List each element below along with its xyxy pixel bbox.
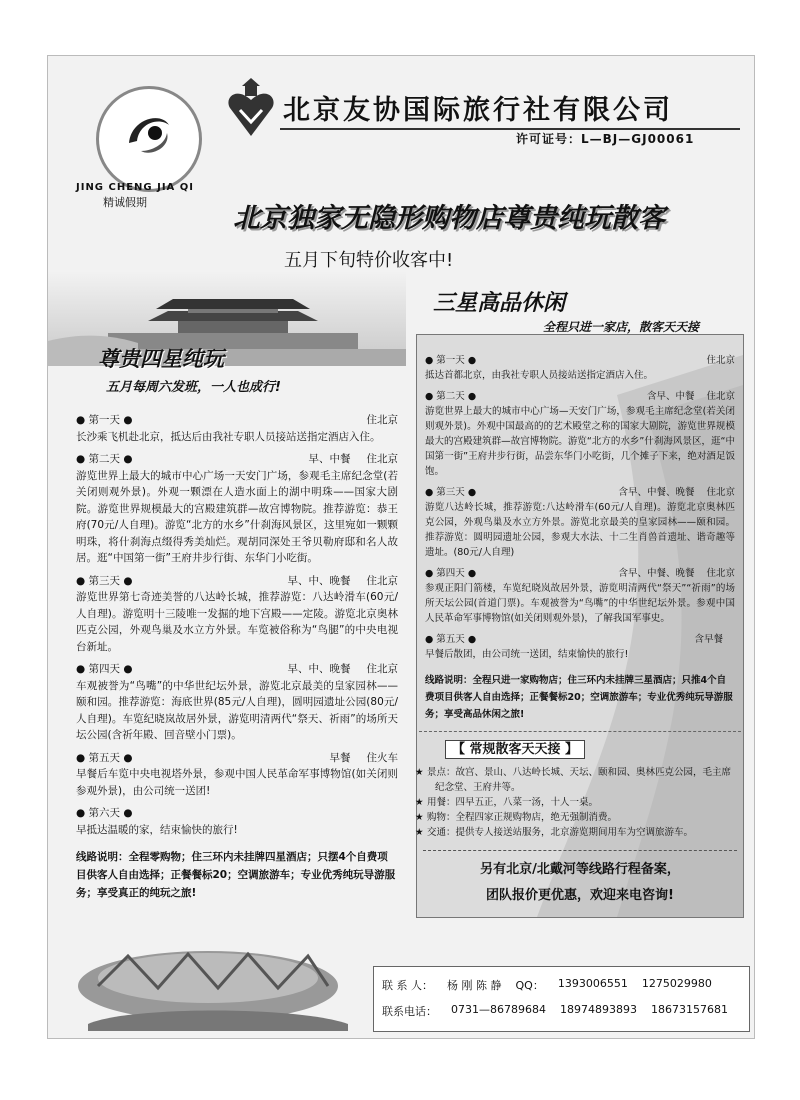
- regular-tour-title: 【 常规散客天天接 】: [445, 740, 585, 759]
- license-number: 许可证号：L—BJ—GJ00061: [516, 132, 695, 146]
- more-routes-line: 另有北京/北戴河等线路行程备案，: [480, 862, 680, 877]
- qq-label: QQ：: [515, 979, 544, 992]
- day-stay: 住北京: [706, 355, 735, 366]
- day-header: [76, 412, 398, 429]
- more-routes-line: 团队报价更优惠，欢迎来电咨询!: [486, 888, 674, 903]
- four-star-itinerary: [76, 406, 398, 902]
- regular-item-text: 交通：提供专人接送站服务，北京游览期间用车为空调旅游车。: [427, 827, 694, 838]
- regular-item-text: 用餐：四早五正，八菜一汤，十人一桌。: [427, 797, 599, 808]
- day-header: [76, 661, 398, 678]
- more-routes-notice: [423, 850, 737, 915]
- day-header: [425, 632, 735, 647]
- day-label: ● 第六天 ●: [76, 807, 133, 819]
- day-label: ● 第一天 ●: [425, 355, 477, 366]
- section-divider: [419, 731, 741, 732]
- day-stay: 住北京: [366, 663, 398, 675]
- day-description: 早餐后散团，由公司统一送团，结束愉快的旅行!: [425, 649, 629, 660]
- regular-item: ★ 景点：故宫、景山、八达岭长城、天坛、颐和园、奥林匹克公园，毛主席纪念堂、王府井等。: [415, 767, 732, 793]
- contact-person-label: 联 系 人：: [382, 979, 433, 992]
- day-stay: 住北京: [366, 574, 398, 587]
- day-description: 参观正阳门箭楼，车览纪晓岚故居外景，游览明清两代“祭天”“祈雨”的场所天坛公园(首道门票)。车观被誉为“鸟嘴”的中华世纪坛外景。参观中国人民革命军事博物馆(如关闭则观外景)，了解我国军事史。: [425, 583, 735, 624]
- phone-number[interactable]: 0731—86789684: [451, 1003, 546, 1016]
- regular-item-text: 景点：故宫、景山、八达岭长城、天坛、颐和园、奥林匹克公园，毛主席纪念堂、王府井等。: [427, 767, 732, 793]
- day-description: 早抵达温暖的家，结束愉快的旅行!: [76, 823, 238, 836]
- day-label: ● 第三天 ●: [76, 574, 133, 587]
- day-description: 车观被誉为“鸟嘴”的中华世纪坛外景，游览北京最美的皇家园林——颐和园。推荐游览：海底世界(85元/人自理)，圆明园遗址公园(80元/人自理)。车览纪晓岚故居外景，游览明清两代“祭天、祈雨”的场所天坛公园(含祈年殿、回音壁小门票)。: [76, 679, 398, 741]
- day-description: 游览世界上最大的城市中心广场—天安门广场，参观毛主席纪念堂(若关闭则观外景)。外观中国最高的的艺术殿堂之称的国家大剧院，游览世界规模最大的宫殿建筑群—故宫博物院。游览“北方的水乡”什刹海风景区，逛“中国第一街”王府井步行街，品尝东华门小吃街，几个摊子下来，绝对酒足饭饱。: [425, 406, 735, 477]
- regular-item: ★ 用餐：四早五正，八菜一汤，十人一桌。: [415, 797, 599, 808]
- day-header: [425, 485, 735, 500]
- day-meal: 早、中餐: [308, 453, 351, 465]
- three-star-subtitle: 全程只进一家店，散客天天接: [543, 320, 700, 334]
- day-description: 早餐后车览中央电视塔外景，参观中国人民革命军事博物馆(如关闭则参观外景)，由公司统一送团!: [76, 768, 398, 797]
- phone-number[interactable]: 18974893893: [559, 1003, 637, 1016]
- day-description: 游览世界上最大的城市中心广场一天安门广场，参观毛主席纪念堂(若关闭则观外景)。外观一颗漂在人造水面上的湖中明珠——国家大剧院。游览世界规模最大的宫殿建筑群—故宫博物院。推荐游览：恭王府(70元/人自理)。游览“北方的水乡”什刹海风景区，这里宛如一颗颗明珠，将什刹海点缀得秀美灿烂。观胡同深处王爷贝勒府邸和名人故居。逛“中国第一街”王府井步行街、东华门小吃街。: [76, 469, 398, 564]
- promo-subhead: 五月下旬特价收客中!: [284, 250, 454, 271]
- four-star-route-note: 线路说明：全程零购物；住三环内未挂牌四星酒店；只摆4个自费项目供客人自由选择；正餐餐标20；空调旅游车；专业优秀纯玩导游服务；享受真正的纯玩之旅!: [76, 851, 396, 899]
- day-meal: 早餐: [329, 751, 351, 764]
- handshake-emblem-icon: [226, 78, 276, 138]
- day-meal: 早、中、晚餐: [287, 574, 351, 587]
- day-stay: 住北京: [366, 453, 398, 465]
- day-header: [76, 805, 398, 822]
- company-name: 北京友协国际旅行社有限公司: [283, 95, 673, 126]
- three-star-route-note: 线路说明：全程只进一家购物店；住三环内未挂牌三星酒店；只推4个自费项目供客人自由选择；正餐餐标20；空调旅游车；专业优秀纯玩导游服务；享受高品休闲之旅!: [425, 675, 733, 720]
- day-meal: 含早、中餐、晚餐: [618, 487, 695, 498]
- day-label: ● 第五天 ●: [425, 634, 477, 645]
- day-header: [76, 451, 398, 468]
- phone-label: 联系电话：: [382, 1005, 437, 1018]
- day-stay: 住北京: [706, 487, 735, 498]
- day-description: 游览世界第七奇迹美誉的八达岭长城，推荐游览：八达岭滑车(60元/人自理)。游览明十三陵唯一发掘的地下宫殿——定陵。游览北京奥林匹克公园，外观鸟巢及水立方外景。车览被俗称为“鸟腿”的中央电视台新址。: [76, 591, 398, 653]
- day-description: 游览八达岭长城，推荐游览:八达岭滑车(60元/人自理)。游览北京奥林匹克公园，外观鸟巢及水立方外景。游览北京最美的皇家园林——颐和园。推荐游览：圆明园遗址公园，参观大水法、十二生肖兽首遗址、谐奇趣等遗址。(80元/人自理): [425, 502, 735, 558]
- three-star-title: 三星高品休闲: [433, 291, 566, 316]
- contact-row-persons: [382, 977, 712, 993]
- flyer: [47, 55, 755, 1039]
- four-star-subtitle: 五月每周六发班，一人也成行!: [106, 380, 281, 395]
- day-label: ● 第五天 ●: [76, 751, 133, 764]
- day-header: [76, 573, 398, 590]
- day-description: 抵达首都北京，由我社专职人员接站送指定酒店入住。: [425, 370, 654, 381]
- brand-logo: [96, 86, 202, 192]
- birds-nest-stadium-image: [68, 906, 358, 1031]
- phone-number[interactable]: 18673157681: [650, 1003, 728, 1016]
- day-stay: 住火车: [366, 751, 398, 764]
- day-label: ● 第二天 ●: [425, 391, 477, 402]
- contact-persons: 杨 刚 陈 静: [447, 979, 502, 992]
- contact-row-phones: [382, 1003, 728, 1019]
- day-header: [425, 353, 735, 368]
- regular-item-text: 购物：全程四家正规购物店，绝无强制消费。: [427, 812, 618, 823]
- qq-number[interactable]: 1275029980: [641, 977, 712, 990]
- day-meal: 早、中、晚餐: [287, 663, 351, 675]
- three-star-itinerary: [415, 347, 735, 915]
- swirl-logo-icon: [121, 107, 177, 163]
- day-header: [425, 389, 735, 404]
- day-header: [425, 566, 735, 581]
- day-meal: 含早餐: [694, 634, 723, 645]
- day-label: ● 第三天 ●: [425, 487, 477, 498]
- day-description: 长沙乘飞机赴北京，抵达后由我社专职人员接站送指定酒店入住。: [76, 430, 381, 443]
- day-label: ● 第四天 ●: [425, 568, 477, 579]
- logo-english: JING CHENG JIA QI: [76, 182, 194, 193]
- day-label: ● 第四天 ●: [76, 663, 133, 675]
- day-header: [76, 750, 398, 767]
- day-meal: 含早、中餐、晚餐: [618, 568, 695, 579]
- qq-number[interactable]: 1393006551: [557, 977, 628, 990]
- contact-box: [373, 966, 750, 1032]
- day-stay: 住北京: [366, 414, 398, 426]
- day-label: ● 第二天 ●: [76, 453, 133, 465]
- day-stay: 住北京: [706, 391, 735, 402]
- regular-item: ★ 购物：全程四家正规购物店，绝无强制消费。: [415, 812, 618, 823]
- day-stay: 住北京: [706, 568, 735, 579]
- three-star-panel: [416, 334, 744, 918]
- day-meal: 含早、中餐: [646, 391, 695, 402]
- main-headline: 北京独家无隐形购物店尊贵纯玩散客: [233, 203, 665, 234]
- day-label: ● 第一天 ●: [76, 414, 133, 426]
- four-star-title: 尊贵四星纯玩: [98, 347, 224, 371]
- logo-chinese: 精诚假期: [103, 196, 147, 209]
- regular-item: ★ 交通：提供专人接送站服务，北京游览期间用车为空调旅游车。: [415, 827, 694, 838]
